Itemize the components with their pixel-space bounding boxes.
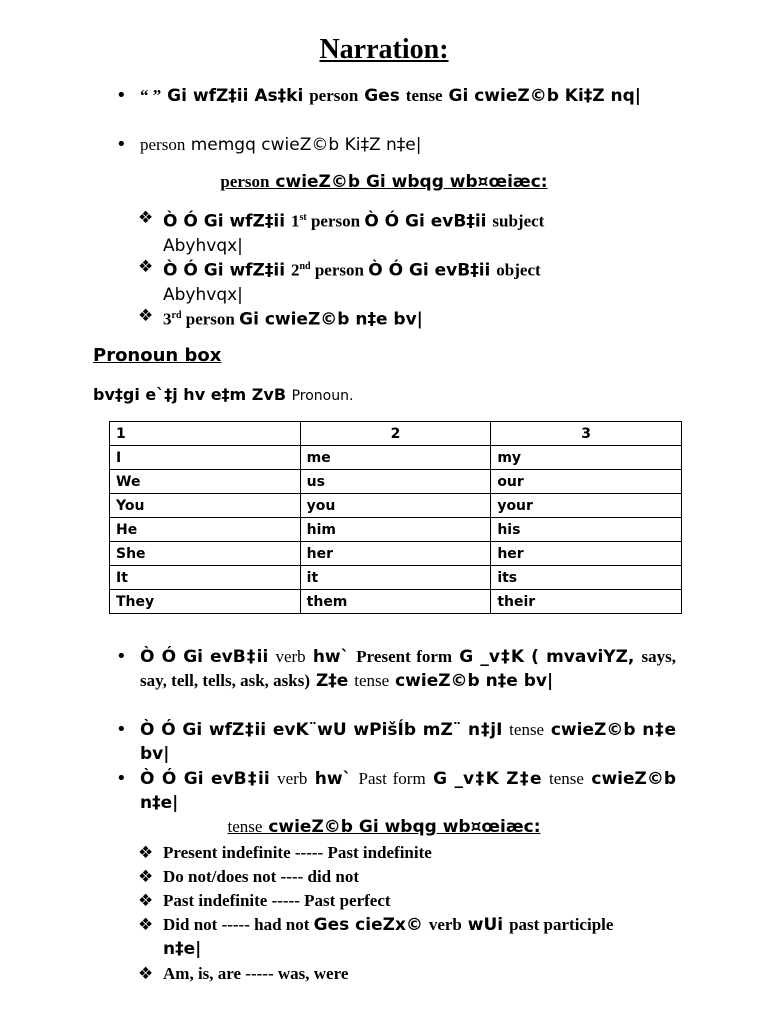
- table-cell: him: [300, 518, 491, 542]
- table-cell: her: [300, 542, 491, 566]
- table-header-row: [110, 422, 682, 446]
- table-cell: us: [300, 470, 491, 494]
- table-row: [110, 566, 682, 590]
- table-cell: it: [300, 566, 491, 590]
- table-cell: them: [300, 590, 491, 614]
- tense-rule-1: ❖ Present indefinite ----- Past indefinite: [138, 843, 432, 863]
- diamond-bullet-icon: ❖: [138, 915, 154, 935]
- bullet-icon: •: [116, 768, 127, 789]
- intro-bullet-2: • person memgq cwieZ©b Ki‡Z n‡e|: [116, 134, 422, 155]
- table-cell: It: [110, 566, 301, 590]
- table-cell: its: [491, 566, 682, 590]
- table-row: [110, 446, 682, 470]
- diamond-bullet-icon: ❖: [138, 867, 154, 887]
- table-header-cell: 3: [491, 422, 682, 446]
- table-row: [110, 470, 682, 494]
- tense-rule-5: ❖ Am, is, are ----- was, were: [138, 964, 349, 984]
- table-cell: his: [491, 518, 682, 542]
- table-row: [110, 494, 682, 518]
- person-rules-heading: person cwieZ©b Gi wbqg wb¤œiæc:: [220, 172, 548, 192]
- bullet-icon: •: [116, 646, 127, 667]
- bullet-icon: •: [116, 719, 127, 740]
- tense-bullet-2: • Ò Ó Gi wfZ‡ii evK¨wU wPišÍb mZ¨ n‡jI tense cwieZ©b n‡e bv|: [116, 719, 676, 764]
- table-cell: her: [491, 542, 682, 566]
- bullet-icon: •: [116, 85, 127, 106]
- table-row: [110, 518, 682, 542]
- intro-bullet-1: • “ ” Gi wfZ‡ii As‡ki person Ges tense Gi cwieZ©b Ki‡Z nq|: [116, 85, 642, 106]
- table-header-cell: 2: [300, 422, 491, 446]
- tense-bullet-3: • Ò Ó Gi evB‡ii verb hw` Past form G _v‡K Z‡e tense cwieZ©b n‡e|: [116, 768, 676, 813]
- diamond-bullet-icon: ❖: [138, 891, 154, 911]
- table-row: [110, 590, 682, 614]
- table-cell: you: [300, 494, 491, 518]
- table-row: [110, 542, 682, 566]
- table-cell: I: [110, 446, 301, 470]
- table-cell: We: [110, 470, 301, 494]
- table-cell: our: [491, 470, 682, 494]
- diamond-bullet-icon: ❖: [138, 257, 154, 277]
- tense-rule-2: ❖ Do not/does not ---- did not: [138, 867, 359, 887]
- diamond-bullet-icon: ❖: [138, 306, 154, 326]
- diamond-bullet-icon: ❖: [138, 964, 154, 984]
- table-cell: You: [110, 494, 301, 518]
- person-rule-2: ❖ Ò Ó Gi wfZ‡ii 2nd person Ò Ó Gi evB‡ii object Abyhvqx|: [138, 257, 541, 305]
- tense-bullet-1: • Ò Ó Gi evB‡ii verb hw` Present form G _v‡K ( mvaviYZ, says, say, tell, tells, ask, asks) Z‡e tense cwieZ©b n‡e bv|: [116, 646, 676, 691]
- table-cell: He: [110, 518, 301, 542]
- table-header-cell: 1: [110, 422, 301, 446]
- table-cell: your: [491, 494, 682, 518]
- tense-rule-3: ❖ Past indefinite ----- Past perfect: [138, 891, 391, 911]
- table-cell: She: [110, 542, 301, 566]
- diamond-bullet-icon: ❖: [138, 208, 154, 228]
- bullet-icon: •: [116, 134, 127, 155]
- person-rule-1: ❖ Ò Ó Gi wfZ‡ii 1st person Ò Ó Gi evB‡ii subject Abyhvqx|: [138, 208, 545, 256]
- table-cell: their: [491, 590, 682, 614]
- table-cell: me: [300, 446, 491, 470]
- page-title: Narration:: [319, 34, 449, 65]
- table-cell: my: [491, 446, 682, 470]
- tense-rules-heading: tense cwieZ©b Gi wbqg wb¤œiæc:: [227, 817, 541, 837]
- person-rule-3: ❖ 3rd person Gi cwieZ©b n‡e bv|: [138, 306, 423, 330]
- diamond-bullet-icon: ❖: [138, 843, 154, 863]
- tense-rule-4: ❖ Did not ----- had not Ges cieZx© verb wUi past participle n‡e|: [138, 915, 614, 959]
- pronoun-table: [109, 421, 682, 614]
- pronoun-box-heading: Pronoun box: [93, 345, 222, 366]
- pronoun-note: bv‡gi e`‡j hv e‡m ZvB Pronoun.: [93, 385, 354, 404]
- table-cell: They: [110, 590, 301, 614]
